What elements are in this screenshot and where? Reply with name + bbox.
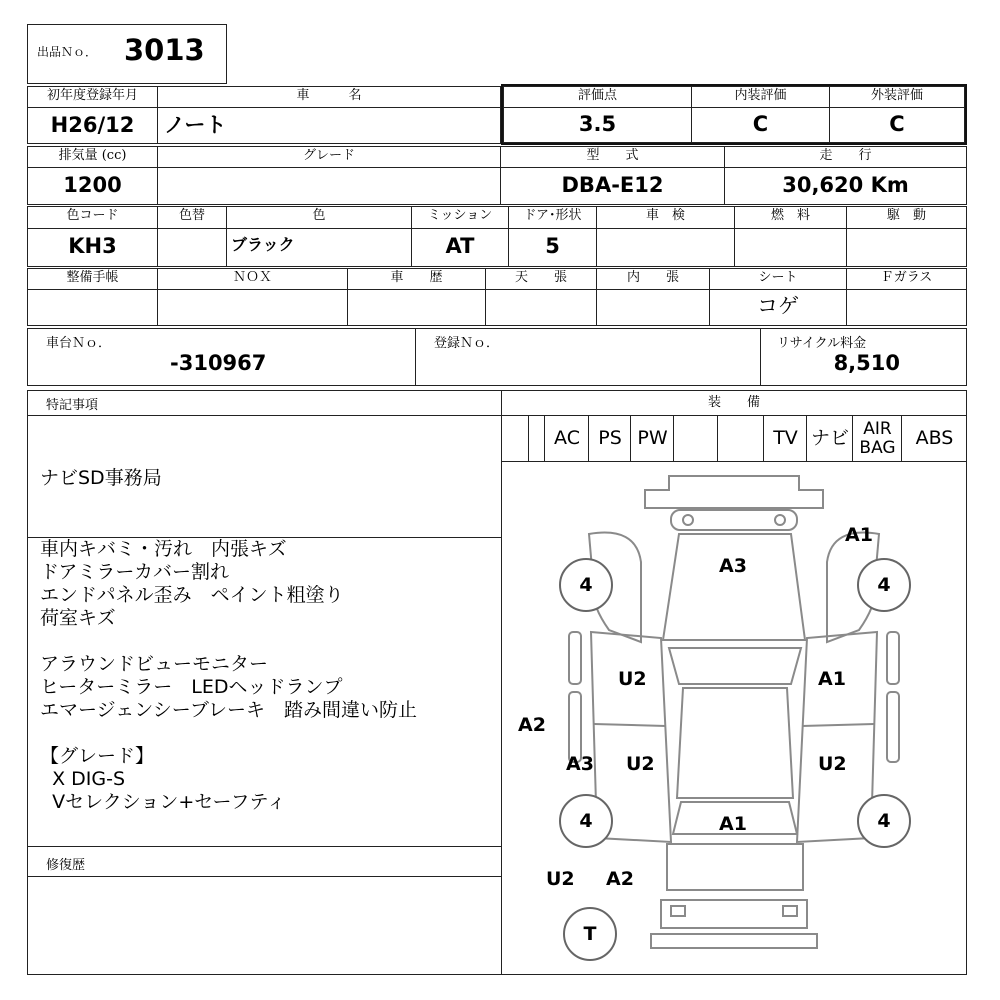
drive-label: 駆 動 [846,206,967,229]
fuel-label: 燃 料 [734,206,847,229]
repair-history-label: 修復歴 [46,858,86,873]
inspection-value [596,228,735,267]
damage-mark-right-rear-door: U2 [818,753,847,775]
color-label: 色 [226,206,412,229]
color-code-label: 色コード [27,206,158,229]
right-rocker-outline [887,692,899,762]
damage-mark-hood: A3 [719,555,747,577]
rear-bumper-outline [661,900,807,928]
damage-mark-left-quarter: U2 [626,753,655,775]
score-value: 3.5 [503,107,692,143]
notes-divider-1 [27,415,502,416]
registration-number-label: 登録Ｎｏ． [434,336,500,351]
notes-divider-3 [27,846,502,847]
rear-apron-outline [651,934,817,948]
damage-mark-right-front-fender: A1 [845,524,873,546]
front-glass-label: Ｆガラス [846,268,967,290]
car-name-label: 車 名 [157,86,501,108]
roof-lining-label: 天 張 [485,268,597,290]
displacement-label: 排気量 (cc) [27,146,158,168]
exterior-grade-label: 外装評価 [829,86,965,108]
mileage-value: 30,620 Km [724,167,967,205]
seat-label: シート [709,268,847,290]
nox-value [157,289,348,326]
score-label: 評価点 [503,86,692,108]
damage-mark-left-front-door: U2 [618,668,647,690]
door-shape-label: ドア･形状 [508,206,597,229]
rear-hatch-outline [667,844,803,890]
damage-mark-rear-left: U2 [546,868,575,890]
lot-number-box [27,24,227,84]
interior-lining-value [596,289,710,326]
notes-label: 特記事項 [46,398,99,413]
front-badge-right-icon [775,515,785,525]
recycle-fee-cell [760,328,967,386]
equipment-item [673,415,718,462]
notes-body-text: 車内キバミ・汚れ 内張キズ ドアミラーカバー割れ エンドパネル歪み ペイント粗塗り 荷室キズ アラウンドビューモニター ヒーターミラー LEDヘッドランプ エマージェンシーブレーキ 踏み間違い防止 【グレード】 X DIG-S Vセレクション+セーフティ [40,538,418,813]
damage-mark-rear-bumper: A2 [606,868,634,890]
front-badge-left-icon [683,515,693,525]
right-mirror-outline [887,632,899,684]
lot-number-label: 出品Ｎｏ． [37,45,98,59]
damage-mark-left-rear-door: A3 [566,753,594,775]
car-diagram [501,462,967,974]
notes-divider-4 [27,876,502,877]
mileage-label: 走 行 [724,146,967,168]
equipment-item: PS [588,415,631,462]
chassis-number-value: -310967 [170,351,267,375]
lot-number-value: 3013 [124,33,205,67]
left-mirror-outline [569,632,581,684]
equipment-item: ナビ [806,415,853,462]
tire-spare: T [563,907,617,961]
equipment-item: PW [630,415,674,462]
equipment-row [501,415,967,462]
right-door-divider [802,724,874,726]
front-glass-value [846,289,967,326]
tire-rear-right: 4 [857,794,911,848]
equipment-item: AC [544,415,589,462]
front-bumper-outline [645,476,823,508]
vehicle-history-value [347,289,486,326]
recycle-fee-label: リサイクル料金 [777,336,867,351]
displacement-value: 1200 [27,167,158,205]
door-shape-value: 5 [508,228,597,267]
nox-label: ＮＯＸ [157,268,348,290]
equipment-item: AIR BAG [852,415,902,462]
interior-lining-label: 内 張 [596,268,710,290]
notes-top-text: ナビSD事務局 [40,467,162,489]
reg-date-value: H26/12 [27,107,158,144]
equipment-item: TV [763,415,807,462]
mission-value: AT [411,228,509,267]
equipment-item [528,415,545,462]
seat-value: コゲ [709,289,847,326]
inspection-label: 車 検 [596,206,735,229]
color-value: ブラック [226,228,412,267]
grade-label: グレード [157,146,501,168]
front-grille-outline [671,510,797,530]
vehicle-history-label: 車 歴 [347,268,486,290]
equipment-item: ABS [901,415,967,462]
interior-grade-label: 内装評価 [691,86,830,108]
roof-outline [677,688,793,798]
car-name-value: ノート [157,107,501,144]
repaint-value [157,228,227,267]
model-code-value: DBA-E12 [500,167,725,205]
rear-lamp-left-outline [671,906,685,916]
maintenance-book-label: 整備手帳 [27,268,158,290]
model-code-label: 型 式 [500,146,725,168]
tire-rear-left: 4 [559,794,613,848]
left-rocker-outline [569,692,581,762]
damage-mark-left-mirror: A2 [518,714,546,736]
hood-outline [663,534,805,640]
recycle-fee-value: 8,510 [833,351,900,375]
grade-value [157,167,501,205]
chassis-number-cell [27,328,416,386]
roof-lining-value [485,289,597,326]
color-code-value: KH3 [27,228,158,267]
mission-label: ミッション [411,206,509,229]
exterior-grade-value: C [829,107,965,143]
drive-value [846,228,967,267]
damage-mark-rear-hatch: A1 [719,813,747,835]
fuel-value [734,228,847,267]
registration-number-cell [415,328,761,386]
equipment-item [717,415,764,462]
chassis-number-label: 車台Ｎｏ． [46,336,112,351]
maintenance-book-value [27,289,158,326]
equipment-label: 装 備 [707,395,760,410]
damage-mark-right-front-door: A1 [818,668,846,690]
tire-front-right: 4 [857,558,911,612]
windshield-outline [669,648,801,684]
tire-front-left: 4 [559,558,613,612]
reg-date-label: 初年度登録年月 [27,86,158,108]
rear-lamp-right-outline [783,906,797,916]
left-door-divider [594,724,666,726]
repaint-label: 色替 [157,206,227,229]
interior-grade-value: C [691,107,830,143]
